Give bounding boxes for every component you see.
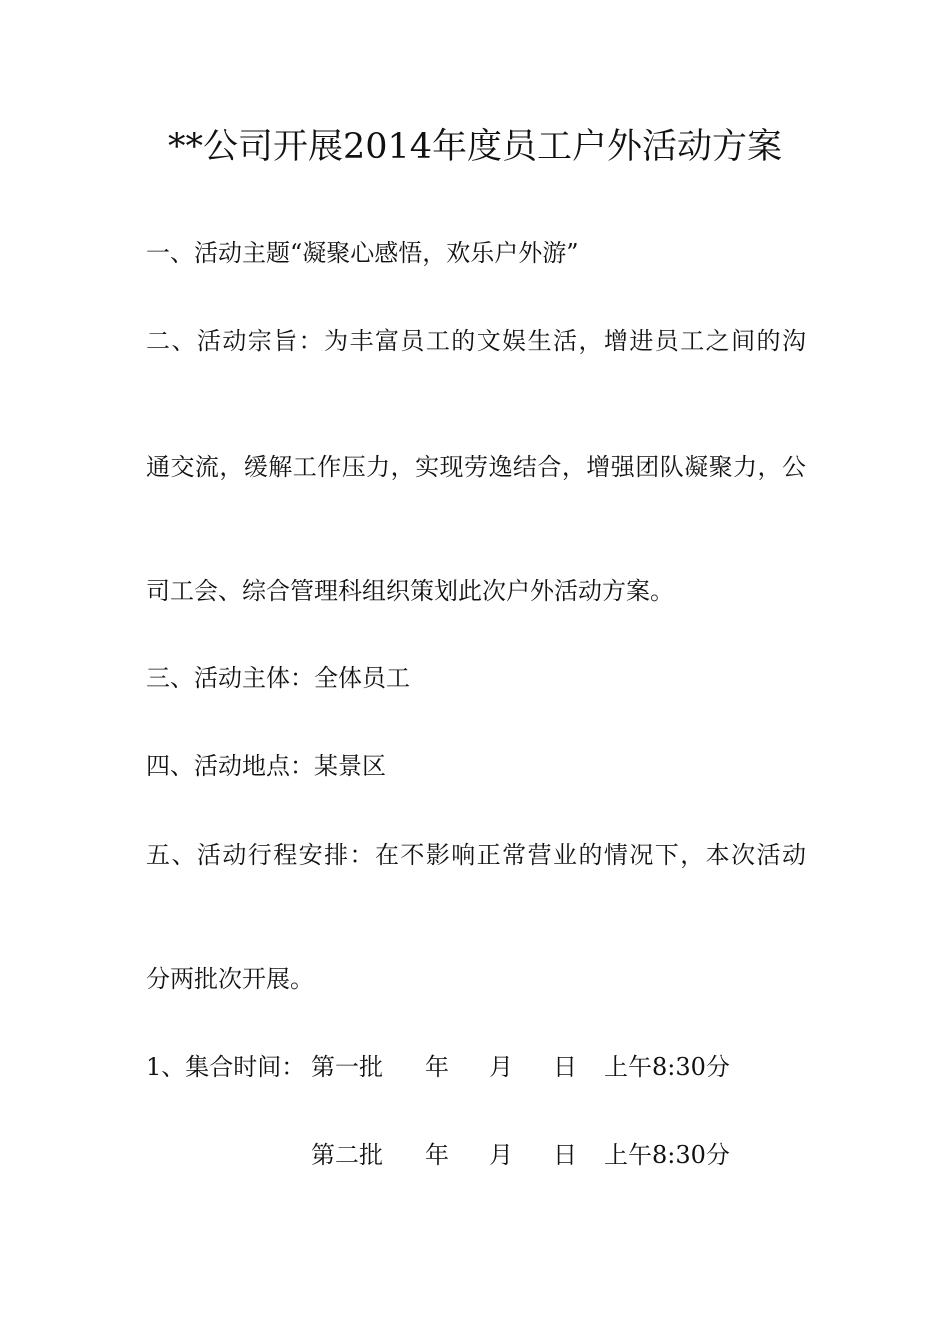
schedule-month: 月: [489, 1141, 513, 1169]
section-itinerary-line-2: 分两批次开展。: [146, 965, 314, 993]
schedule-time: 上午8:30分: [604, 1141, 730, 1169]
section-theme: 一、活动主题“凝聚心感悟，欢乐户外游”: [146, 239, 579, 267]
schedule-time: 上午8:30分: [604, 1053, 730, 1081]
section-purpose-line-3: 司工会、综合管理科组织策划此次户外活动方案。: [146, 577, 674, 605]
section-participants: 三、活动主体：全体员工: [146, 664, 410, 692]
section-location: 四、活动地点：某景区: [146, 752, 386, 780]
schedule-year: 年: [425, 1141, 449, 1169]
schedule-label: 1、集合时间：: [146, 1053, 306, 1081]
section-itinerary-line-1: 五、活动行程安排：在不影响正常营业的情况下，本次活动: [146, 841, 806, 869]
document-title: **公司开展2014年度员工户外活动方案: [167, 127, 783, 167]
schedule-day: 日: [553, 1141, 577, 1169]
schedule-year: 年: [425, 1053, 449, 1081]
schedule-day: 日: [553, 1053, 577, 1081]
section-purpose-line-2: 通交流，缓解工作压力，实现劳逸结合，增强团队凝聚力，公: [146, 453, 806, 481]
schedule-batch: 第一批: [311, 1053, 383, 1081]
section-purpose-line-1: 二、活动宗旨：为丰富员工的文娱生活，增进员工之间的沟: [146, 327, 806, 355]
schedule-month: 月: [489, 1053, 513, 1081]
schedule-batch: 第二批: [311, 1141, 383, 1169]
